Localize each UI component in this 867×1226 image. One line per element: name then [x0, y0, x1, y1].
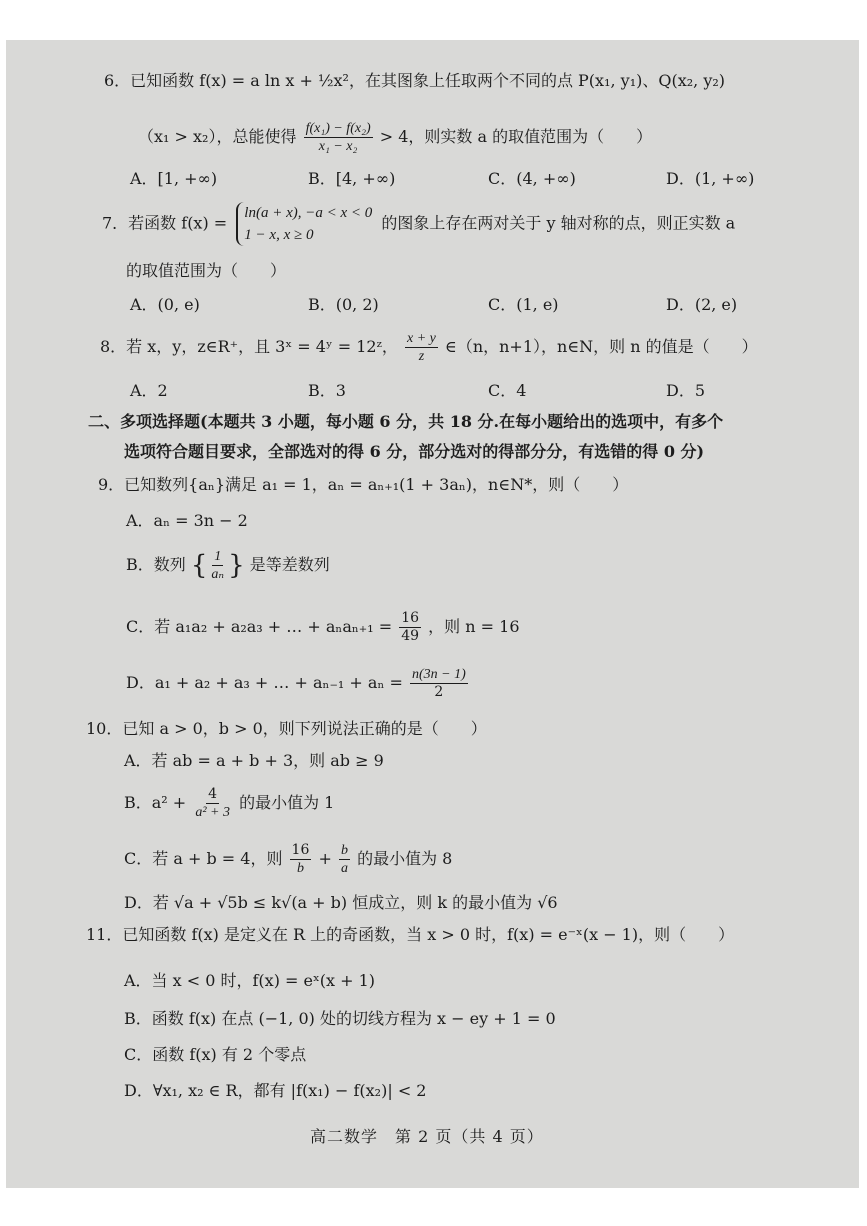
- q11-option-c: C．函数 f(x) 有 2 个零点: [124, 1045, 307, 1064]
- q6-option-a: A．[1, +∞): [130, 169, 218, 188]
- q7-line1: [102, 202, 735, 246]
- q6-option-b: B．[4, +∞): [308, 169, 396, 188]
- q9-d-pre: D．a₁ + a₂ + a₃ + … + aₙ₋₁ + aₙ =: [126, 673, 403, 692]
- exam-page: [6, 40, 859, 1188]
- q10-b-den: a² + 3: [195, 805, 230, 820]
- section2-heading-line2: 选项符合题目要求，全部选对的得 6 分，部分选对的得部分分，有选错的得 0 分): [124, 442, 705, 461]
- page-footer: 高二数学 第 2 页（共 4 页）: [310, 1127, 544, 1146]
- q6-line1: 6．已知函数 f(x) = a ln x + ½x²，在其图象上任取两个不同的点 P(x₁, y₁)、Q(x₂, y₂): [104, 71, 726, 90]
- q9-option-d: [126, 666, 470, 701]
- q7-option-b: B．(0, 2): [308, 295, 379, 314]
- q6-line2-pre: （x₁ > x₂），总能使得: [138, 127, 297, 146]
- q9-option-a: A．aₙ = 3n − 2: [126, 511, 248, 530]
- q11-option-a: A．当 x < 0 时，f(x) = eˣ(x + 1): [124, 971, 376, 990]
- q10-option-b: [124, 786, 334, 821]
- q8-option-b: B．3: [308, 381, 346, 400]
- q10-c-pre: C．若 a + b = 4，则: [124, 849, 283, 868]
- q7-option-d: D．(2, e): [666, 295, 738, 314]
- q8-option-d: D．5: [666, 381, 706, 400]
- q10-option-c: [124, 842, 452, 877]
- q10-option-d: D．若 √a + √5b ≤ k√(a + b) 恒成立，则 k 的最小值为 √6: [124, 893, 558, 912]
- q11-option-d: D．∀x₁, x₂ ∈ R，都有 |f(x₁) − f(x₂)| < 2: [124, 1081, 427, 1100]
- q10-c-num2: b: [340, 843, 348, 858]
- q6-line2-post: > 4，则实数 a 的取值范围为（ ）: [379, 127, 653, 146]
- q8-line: [100, 330, 758, 365]
- q11-stem: 11．已知函数 f(x) 是定义在 R 上的奇函数，当 x > 0 时，f(x) = e⁻ˣ(x − 1)，则（ ）: [86, 925, 735, 944]
- q6-option-c: C．(4, +∞): [488, 169, 576, 188]
- q10-b-fraction: [193, 786, 232, 821]
- q7-line2: 的取值范围为（ ）: [126, 261, 287, 280]
- q9-d-den: 2: [434, 684, 444, 700]
- q9-stem: 9．已知数列{aₙ}满足 a₁ = 1，aₙ = aₙ₊₁(1 + 3aₙ)，n∈N*，则（ ）: [98, 475, 629, 494]
- q8-frac-num: x + y: [407, 331, 436, 346]
- q7-piecewise: [236, 202, 372, 246]
- q7-option-c: C．(1, e): [488, 295, 559, 314]
- q9-b-num: 1: [214, 549, 222, 564]
- q10-b-num: 4: [208, 786, 218, 802]
- q9-c-num: 16: [401, 610, 420, 626]
- q10-c-post: 的最小值为 8: [357, 849, 453, 868]
- q10-c-den2: a: [340, 861, 348, 876]
- q11-option-b: B．函数 f(x) 在点 (−1, 0) 处的切线方程为 x − ey + 1 = 0: [124, 1009, 556, 1028]
- q8-option-a: A．2: [130, 381, 168, 400]
- q9-b-left-brace: {: [190, 550, 208, 581]
- q10-c-fraction1: [290, 842, 312, 877]
- q8-option-c: C．4: [488, 381, 527, 400]
- q9-option-b: [126, 548, 330, 583]
- q9-d-fraction: [410, 666, 468, 701]
- q7-case2: 1 − x, x ≥ 0: [244, 227, 314, 243]
- q9-c-den: 49: [401, 628, 420, 644]
- q7-post: 的图象上存在两对关于 y 轴对称的点，则正实数 a: [381, 213, 736, 233]
- q6-fraction: [304, 120, 373, 155]
- q10-b-pre: B．a² +: [124, 793, 187, 812]
- q9-option-c: [126, 610, 520, 645]
- q10-c-fraction2: [339, 842, 350, 877]
- q9-c-pre: C．若 a₁a₂ + a₂a₃ + … + aₙaₙ₊₁ =: [126, 617, 393, 636]
- q7-case1: ln(a + x), −a < x < 0: [244, 205, 373, 221]
- q9-b-pre: B．数列: [126, 555, 186, 574]
- q10-stem: 10．已知 a > 0，b > 0，则下列说法正确的是（ ）: [86, 719, 487, 738]
- q8-fraction: [405, 330, 438, 365]
- q6-frac-den: x₁ − x₂: [318, 139, 358, 154]
- q9-c-post: ，则 n = 16: [428, 617, 520, 636]
- q10-c-den1: b: [296, 861, 304, 876]
- q6-frac-num: f(x₁) − f(x₂): [305, 121, 371, 136]
- q6-option-d: D．(1, +∞): [666, 169, 755, 188]
- q9-c-fraction: [399, 610, 421, 645]
- q7-option-a: A．(0, e): [130, 295, 200, 314]
- q6-line2: [138, 120, 652, 155]
- q9-b-den: aₙ: [211, 567, 225, 582]
- q7-pre: 7．若函数 f(x) =: [102, 213, 228, 233]
- q9-d-num: n(3n − 1): [411, 667, 466, 682]
- q10-c-num1: 16: [291, 842, 310, 858]
- q8-frac-den: z: [418, 349, 425, 364]
- q10-c-plus: +: [318, 849, 332, 868]
- q8-post: ∈（n，n+1），n∈N，则 n 的值是（ ）: [444, 337, 758, 356]
- q9-b-fraction: [209, 548, 226, 583]
- section2-heading-line1: 二、多项选择题(本题共 3 小题，每小题 6 分，共 18 分.在每小题给出的选项中，有多个: [88, 412, 724, 431]
- q9-b-right-brace: }: [228, 550, 245, 581]
- q10-b-post: 的最小值为 1: [239, 793, 335, 812]
- q10-option-a: A．若 ab = a + b + 3，则 ab ≥ 9: [124, 751, 384, 770]
- q8-pre: 8．若 x，y，z∈R⁺，且 3ˣ = 4ʸ = 12ᶻ，: [100, 337, 398, 356]
- q9-b-post: 是等差数列: [249, 555, 330, 574]
